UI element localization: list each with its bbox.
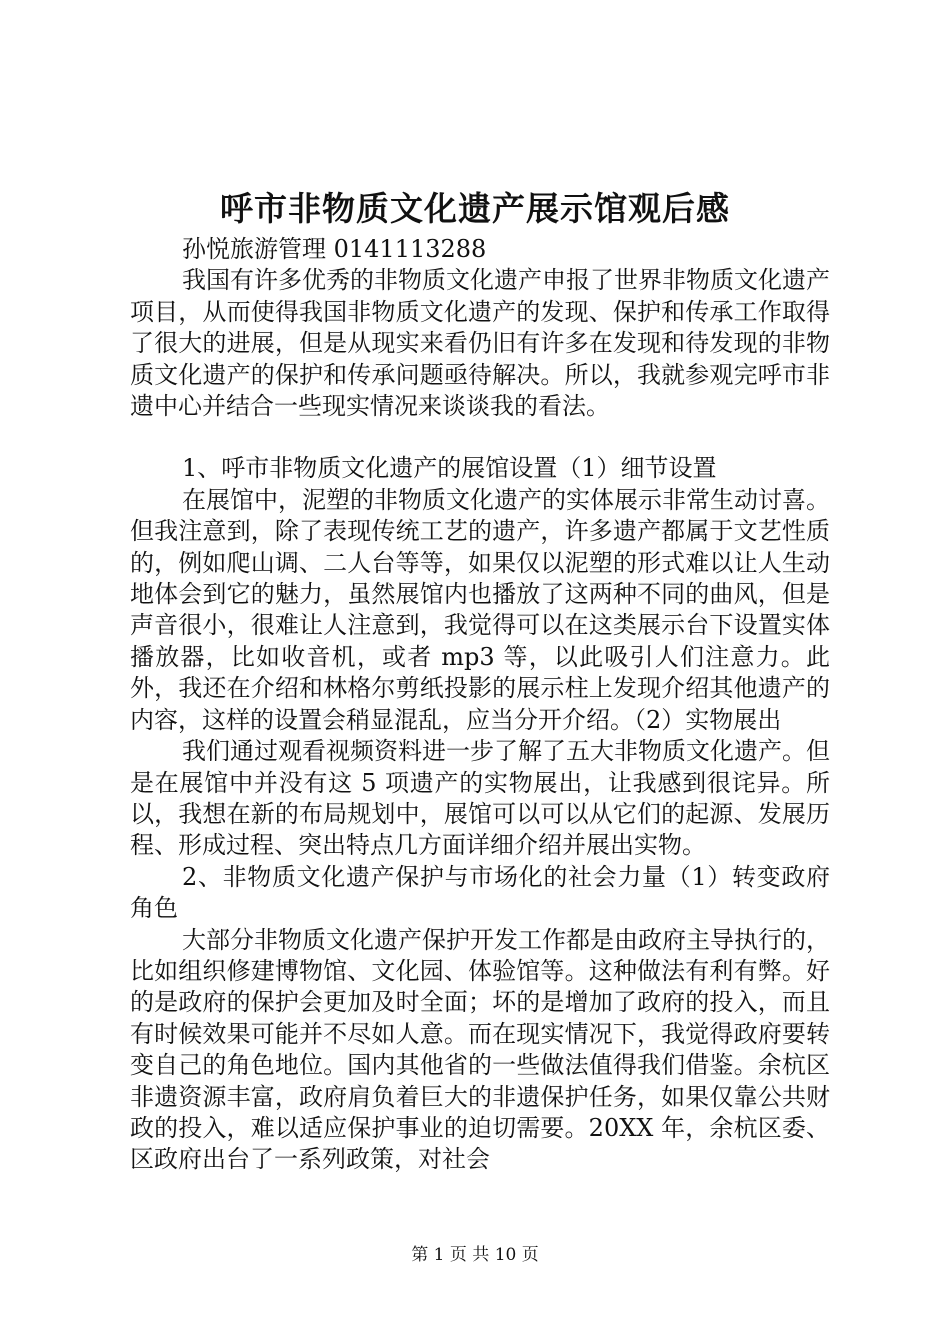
body-paragraph: 我们通过观看视频资料进一步了解了五大非物质文化遗产。但是在展馆中并没有这 5 项遗产的实物展出，让我感到很诧异。所以，我想在新的布局规划中，展馆可以可以从它们的起源、发展历程、形成过程、突出特点几方面详细介绍并展出实物。 <box>130 737 830 860</box>
document-title: 呼市非物质文化遗产展示馆观后感 <box>220 189 730 228</box>
body-paragraph: 大部分非物质文化遗产保护开发工作都是由政府主导执行的，比如组织修建博物馆、文化园、体验馆等。这种做法有利有弊。好的是政府的保护会更加及时全面；坏的是增加了政府的投入，而且有时候效果可能并不尽如人意。而在现实情况下，我觉得政府要转变自己的角色地位。国内其他省的一些做法值得我们借鉴。余杭区非遗资源丰富，政府肩负着巨大的非遗保护任务，如果仅靠公共财政的投入，难以适应保护事业的迫切需要。20XX 年，余杭区委、区政府出台了一系列政策，对社会 <box>130 925 830 1174</box>
page-footer: 第 1 页 共 10 页 <box>411 1245 539 1265</box>
document-body <box>130 234 830 1176</box>
section-heading-1: 1、呼市非物质文化遗产的展馆设置（1）细节设置 <box>182 454 717 483</box>
author-line: 孙悦旅游管理 0141113288 <box>182 235 487 263</box>
section-heading-2: 2、非物质文化遗产保护与市场化的社会力量（1）转变政府角色 <box>130 862 830 923</box>
intro-paragraph: 我国有许多优秀的非物质文化遗产申报了世界非物质文化遗产项目，从而使得我国非物质文化遗产的发现、保护和传承工作取得了很大的进展，但是从现实来看仍旧有许多在发现和待发现的非物质文化遗产的保护和传承问题亟待解决。所以，我就参观完呼市非遗中心并结合一些现实情况来谈谈我的看法。 <box>130 266 830 421</box>
body-paragraph: 在展馆中，泥塑的非物质文化遗产的实体展示非常生动讨喜。但我注意到，除了表现传统工艺的遗产，许多遗产都属于文艺性质的，例如爬山调、二人台等等，如果仅以泥塑的形式难以让人生动地体会到它的魅力，虽然展馆内也播放了这两种不同的曲风，但是声音很小，很难让人注意到，我觉得可以在这类展示台下设置实体播放器，比如收音机，或者 mp3 等，以此吸引人们注意力。此外，我还在介绍和林格尔剪纸投影的展示柱上发现介绍其他遗产的内容，这样的设置会稍显混乱，应当分开介绍。（2）实物展出 <box>130 485 830 734</box>
paragraph-spacer <box>130 422 830 453</box>
